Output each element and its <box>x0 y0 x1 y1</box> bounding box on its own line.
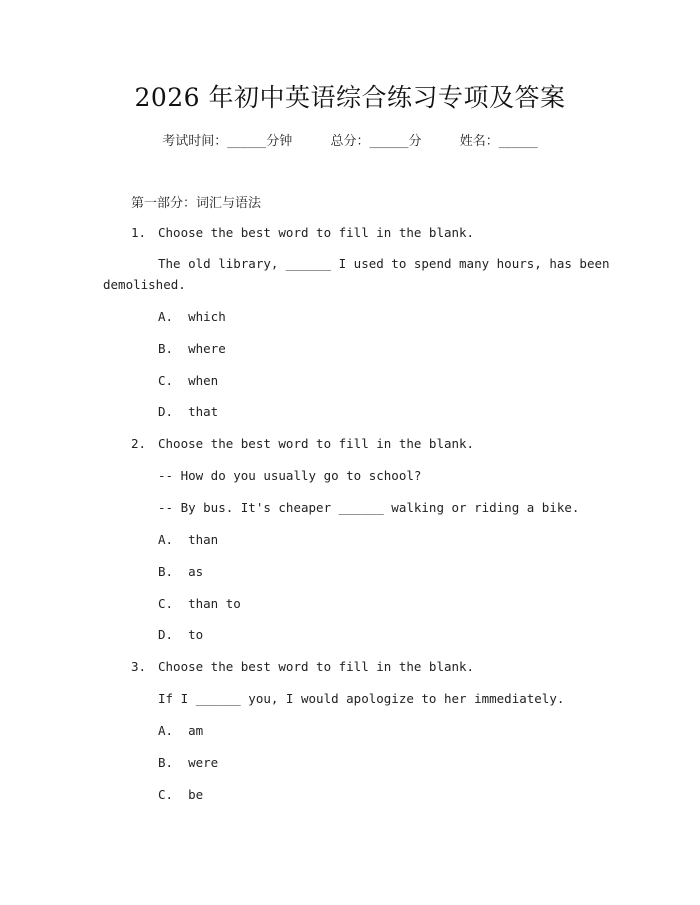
question-2-dialogue-line2: -- By bus. It's cheaper ______ walking or riding a bike. <box>158 500 580 515</box>
question-2-prompt: Choose the best word to fill in the blank. <box>158 436 475 451</box>
question-1-option-c: C. when <box>158 373 219 388</box>
page-title: 2026 年初中英语综合练习专项及答案 <box>134 83 566 112</box>
question-1-option-b: B. where <box>158 341 226 356</box>
question-1-option-d: D. that <box>158 404 219 419</box>
question-1-number: 1. <box>131 225 147 240</box>
question-1-sentence-line2: demolished. <box>103 277 186 292</box>
question-1-option-a: A. which <box>158 309 226 324</box>
question-1-prompt: Choose the best word to fill in the blank. <box>158 225 475 240</box>
question-3-option-a: A. am <box>158 723 204 738</box>
question-2-number: 2. <box>131 436 147 451</box>
question-3-sentence: If I ______ you, I would apologize to her immediately. <box>158 691 565 706</box>
total-score-field: 总分：______分 <box>330 134 422 149</box>
question-3-option-b: B. were <box>158 755 219 770</box>
question-3-option-c: C. be <box>158 787 204 802</box>
exam-info-row <box>0 130 700 149</box>
question-3-prompt: Choose the best word to fill in the blank. <box>158 659 475 674</box>
exam-time-field: 考试时间：______分钟 <box>162 134 293 149</box>
question-2-option-d: D. to <box>158 627 204 642</box>
question-2-option-a: A. than <box>158 532 219 547</box>
question-2-dialogue-line1: -- How do you usually go to school? <box>158 468 422 483</box>
question-3-number: 3. <box>131 659 147 674</box>
question-1-sentence-line1: The old library, ______ I used to spend many hours, has been <box>158 256 610 271</box>
section-heading: 第一部分：词汇与语法 <box>131 196 262 211</box>
question-2-option-c: C. than to <box>158 596 241 611</box>
question-2-option-b: B. as <box>158 564 204 579</box>
student-name-field: 姓名：______ <box>459 134 538 149</box>
